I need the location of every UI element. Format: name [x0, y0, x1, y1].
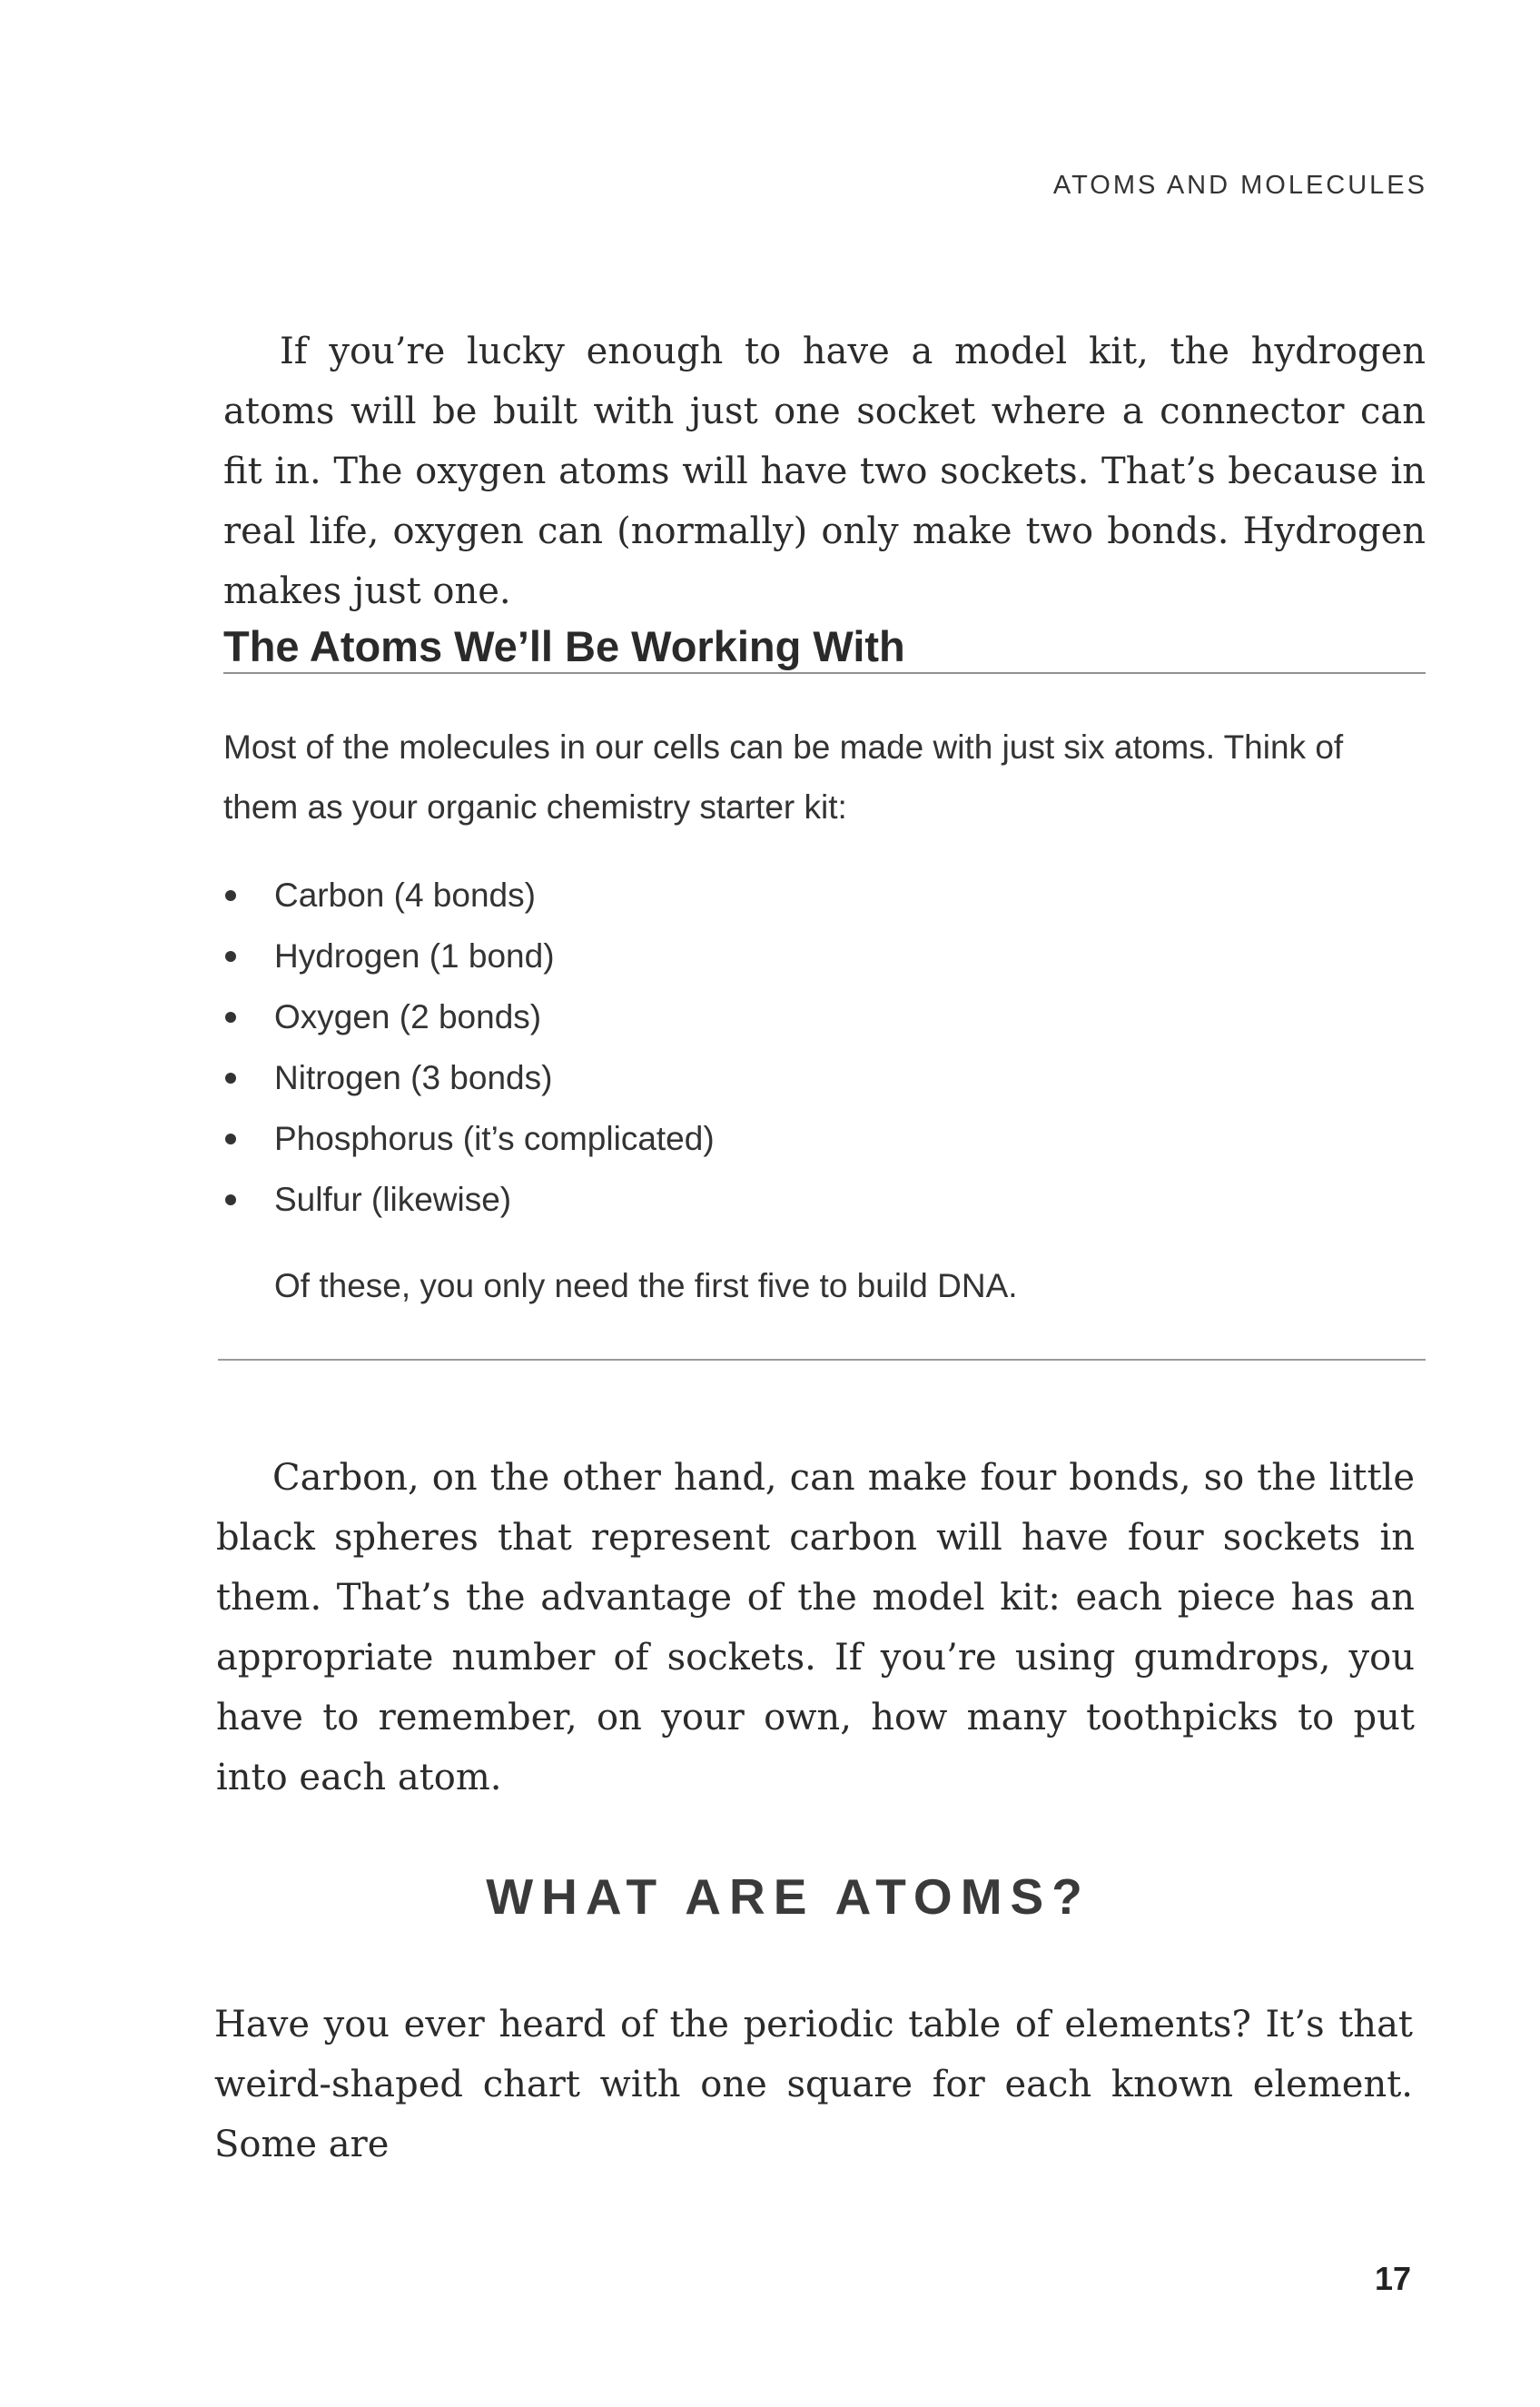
list-item — [223, 865, 715, 926]
bullet-icon — [225, 951, 236, 962]
body-paragraph: Have you ever heard of the periodic table of elements? It’s that weird-shaped chart with one square for each known element. Some are — [214, 2004, 1413, 2165]
bullet-icon — [225, 1073, 236, 1084]
bullet-icon — [225, 890, 236, 901]
section-heading: WHAT ARE ATOMS? — [486, 1868, 1091, 1925]
list-item-label: Phosphorus (it’s complicated) — [274, 1120, 715, 1157]
sidebar-title: The Atoms We’ll Be Working With — [223, 622, 905, 670]
list-item — [223, 986, 715, 1047]
list-item — [223, 1047, 715, 1108]
bullet-icon — [225, 1012, 236, 1023]
list-item-label: Nitrogen (3 bonds) — [274, 1059, 553, 1096]
page-number: 17 — [1374, 2260, 1411, 2297]
list-item-label: Hydrogen (1 bond) — [274, 937, 555, 975]
list-item-label: Oxygen (2 bonds) — [274, 998, 542, 1035]
body-paragraph: If you’re lucky enough to have a model kit, the hydrogen atoms will be built with just one socket where a connector can fit in. The oxygen atoms will have two sockets. That’s because in real life, oxygen can (normally) only make two bonds. Hydrogen makes just one. — [223, 331, 1426, 612]
sidebar-bottom-rule — [218, 1359, 1426, 1361]
body-paragraph: Carbon, on the other hand, can make four bonds, so the little black spheres that represent carbon will have four sockets in them. That’s the advantage of the model kit: each piece has an appropriate number of sockets. If you’re using gumdrops, you have to remember, on your own, how many toothpicks to put into each atom. — [216, 1457, 1415, 1798]
sidebar-note: Of these, you only need the first five to build DNA. — [274, 1267, 1018, 1304]
bullet-icon — [225, 1194, 236, 1205]
list-item — [223, 1169, 715, 1230]
sidebar-box — [223, 614, 1426, 1368]
running-head: ATOMS AND MOLECULES — [1052, 171, 1427, 200]
list-item — [223, 1108, 715, 1169]
sidebar-title-rule — [223, 672, 1426, 674]
list-item-label: Carbon (4 bonds) — [274, 877, 536, 914]
list-item-label: Sulfur (likewise) — [274, 1181, 512, 1218]
sidebar-intro: Most of the molecules in our cells can be made with just six atoms. Think of them as your organic chemistry starter kit: — [223, 728, 1344, 826]
bullet-icon — [225, 1134, 236, 1144]
list-item — [223, 926, 715, 986]
atom-list — [223, 865, 715, 1230]
